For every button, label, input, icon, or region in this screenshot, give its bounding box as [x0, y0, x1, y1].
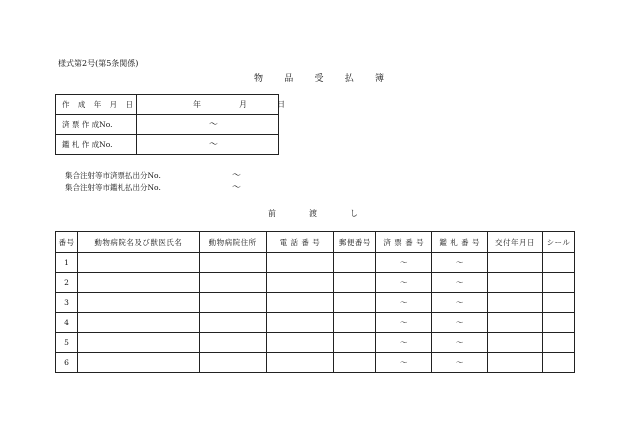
tag-range-cell[interactable]: 〜 — [376, 293, 432, 313]
row-number: 1 — [56, 253, 78, 273]
cell[interactable] — [199, 273, 266, 293]
cell[interactable] — [334, 273, 376, 293]
table-row — [56, 353, 575, 373]
note-license: 集合注射等市鑑札払出分No. — [65, 183, 161, 192]
row-number: 5 — [56, 333, 78, 353]
tag-range-cell[interactable]: 〜 — [376, 273, 432, 293]
year-label: 年 — [193, 100, 202, 109]
subtitle-char: 渡 — [309, 209, 317, 218]
cell[interactable] — [266, 353, 334, 373]
tag-range-cell[interactable]: 〜 — [376, 333, 432, 353]
subtitle-char: 前 — [268, 209, 276, 218]
tag-range-cell[interactable]: 〜 — [376, 353, 432, 373]
section-title — [268, 208, 358, 219]
cell[interactable] — [266, 333, 334, 353]
cell[interactable] — [542, 333, 574, 353]
info-row-date — [56, 95, 279, 115]
note-tag: 集合注射等市済票払出分No. — [65, 171, 161, 180]
cell[interactable] — [488, 353, 543, 373]
form-number: 様式第2号(第5条関係) — [58, 59, 139, 68]
cell[interactable] — [334, 333, 376, 353]
tag-range-cell[interactable]: 〜 — [376, 313, 432, 333]
col-header: 鑑 札 番 号 — [432, 232, 488, 253]
info-row-tag-no — [56, 115, 279, 135]
cell[interactable] — [488, 293, 543, 313]
col-header: シール — [542, 232, 574, 253]
cell[interactable] — [77, 333, 199, 353]
col-header: 交付年月日 — [488, 232, 543, 253]
license-range-cell[interactable]: 〜 — [432, 253, 488, 273]
title-char: 受 — [314, 74, 324, 84]
tilde: 〜 — [209, 140, 219, 150]
col-header: 番号 — [56, 232, 78, 253]
col-header: 動物病院名及び獣医氏名 — [77, 232, 199, 253]
tag-range-field[interactable] — [137, 115, 279, 135]
month-label: 月 — [239, 100, 248, 109]
info-table — [55, 94, 286, 155]
day-label: 日 — [277, 100, 286, 109]
tilde: 〜 — [209, 120, 219, 130]
cell[interactable] — [199, 333, 266, 353]
row-number: 2 — [56, 273, 78, 293]
cell[interactable] — [77, 313, 199, 333]
cell[interactable] — [542, 313, 574, 333]
cell[interactable] — [77, 273, 199, 293]
cell[interactable] — [334, 353, 376, 373]
cell[interactable] — [199, 293, 266, 313]
page-title — [254, 71, 384, 84]
cell[interactable] — [266, 313, 334, 333]
cell[interactable] — [542, 253, 574, 273]
cell[interactable] — [199, 313, 266, 333]
license-range-cell[interactable]: 〜 — [432, 313, 488, 333]
license-range-field[interactable] — [137, 135, 279, 155]
cell[interactable] — [77, 353, 199, 373]
title-char: 物 — [254, 74, 264, 84]
cell[interactable] — [266, 253, 334, 273]
license-range-cell[interactable]: 〜 — [432, 273, 488, 293]
info-label: 作 成 年 月 日 — [56, 95, 137, 115]
cell[interactable] — [334, 253, 376, 273]
date-field[interactable] — [137, 95, 286, 115]
col-header: 動物病院住所 — [199, 232, 266, 253]
col-header: 郵便番号 — [334, 232, 376, 253]
cell[interactable] — [199, 353, 266, 373]
table-header-row — [56, 232, 575, 253]
title-char: 払 — [344, 74, 354, 84]
table-row — [56, 273, 575, 293]
table-row — [56, 253, 575, 273]
cell[interactable] — [334, 313, 376, 333]
table-row — [56, 333, 575, 353]
cell[interactable] — [488, 273, 543, 293]
cell[interactable] — [266, 273, 334, 293]
ledger-table — [55, 231, 575, 373]
cell[interactable] — [542, 353, 574, 373]
cell[interactable] — [77, 293, 199, 313]
table-row — [56, 313, 575, 333]
cell[interactable] — [542, 273, 574, 293]
title-char: 品 — [284, 74, 294, 84]
cell[interactable] — [77, 253, 199, 273]
tag-range-cell[interactable]: 〜 — [376, 253, 432, 273]
cell[interactable] — [542, 293, 574, 313]
info-label: 済 票 作 成No. — [56, 115, 137, 135]
cell[interactable] — [488, 333, 543, 353]
row-number: 3 — [56, 293, 78, 313]
row-number: 4 — [56, 313, 78, 333]
cell[interactable] — [334, 293, 376, 313]
license-range-cell[interactable]: 〜 — [432, 333, 488, 353]
subtitle-char: し — [350, 209, 358, 218]
col-header: 済 票 番 号 — [376, 232, 432, 253]
license-range-cell[interactable]: 〜 — [432, 293, 488, 313]
cell[interactable] — [488, 313, 543, 333]
cell[interactable] — [488, 253, 543, 273]
col-header: 電 話 番 号 — [266, 232, 334, 253]
row-number: 6 — [56, 353, 78, 373]
license-range-cell[interactable]: 〜 — [432, 353, 488, 373]
cell[interactable] — [266, 293, 334, 313]
table-row — [56, 293, 575, 313]
info-label: 鑑 札 作 成No. — [56, 135, 137, 155]
title-char: 簿 — [374, 74, 384, 84]
cell[interactable] — [199, 253, 266, 273]
tilde: 〜 — [232, 171, 242, 181]
info-row-license-no — [56, 135, 279, 155]
tilde: 〜 — [232, 183, 242, 193]
